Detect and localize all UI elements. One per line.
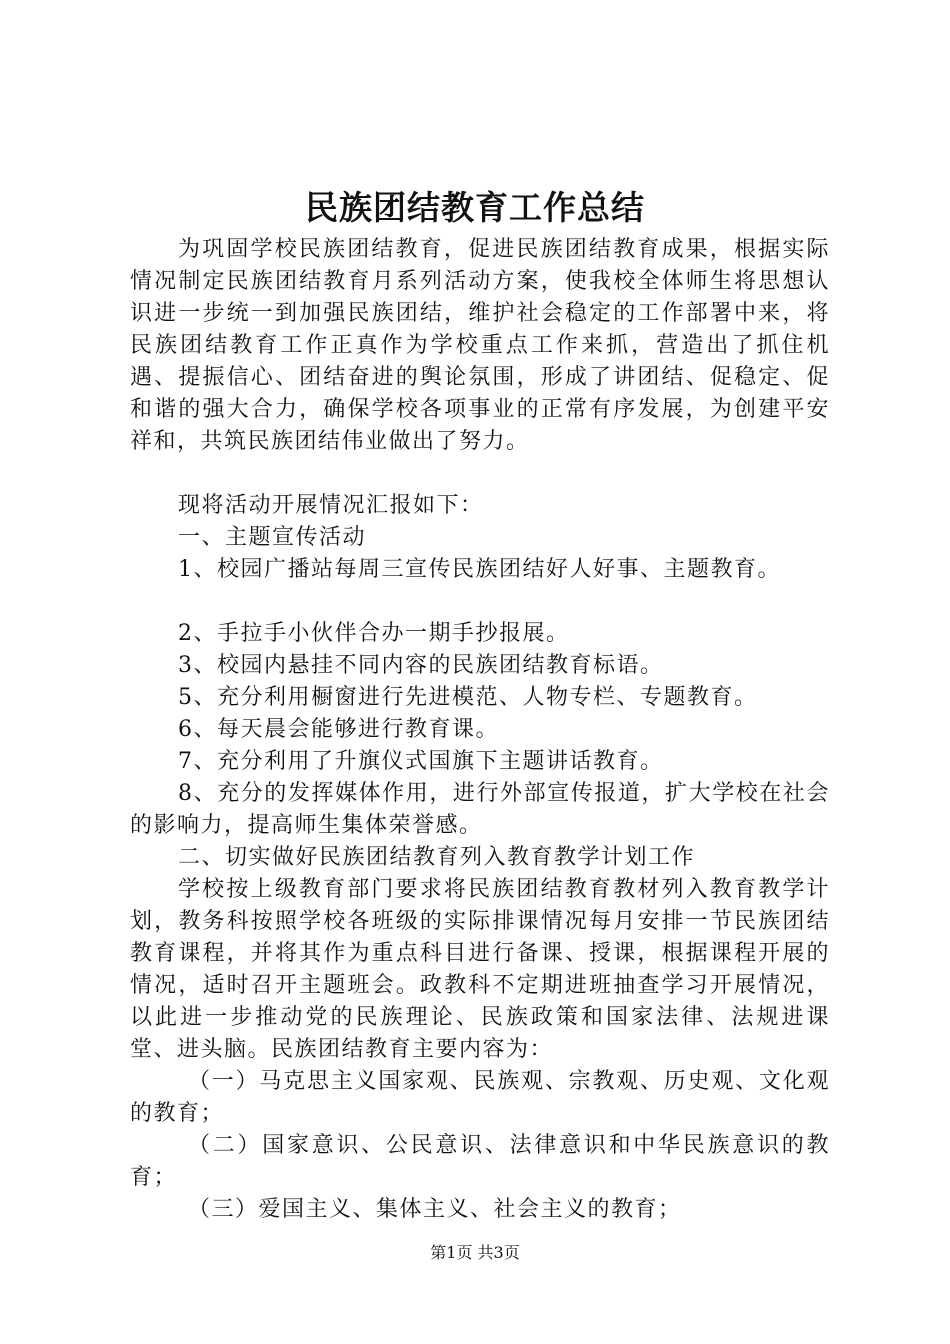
list-item: 8、充分的发挥媒体作用，进行外部宣传报道，扩大学校在社会的影响力，提高师生集体荣誉感。 — [130, 781, 830, 838]
report-intro-line: 现将活动开展情况汇报如下： — [178, 493, 484, 518]
section-heading-1: 一、主题宣传活动 — [178, 525, 367, 550]
intro-paragraph: 为巩固学校民族团结教育，促进民族团结教育成果，根据实际情况制定民族团结教育月系列活动方案，使我校全体师生将思想认识进一步统一到加强民族团结，维护社会稳定的工作部署中来，将民族团结教育工作正真作为学校重点工作来抓，营造出了抓住机遇、提振信心、团结奋进的舆论氛围，形成了讲团结、促稳定、促和谐的强大合力，确保学校各项事业的正常有序发展，为创建平安祥和，共筑民族团结伟业做出了努力。 — [130, 237, 830, 454]
document-body — [130, 234, 830, 1226]
paragraph-spacer — [130, 586, 830, 618]
content-item: （一）马克思主义国家观、民族观、宗教观、历史观、文化观的教育； — [130, 1069, 830, 1126]
content-item: （二）国家意识、公民意识、法律意识和中华民族意识的教育； — [130, 1133, 830, 1190]
content-item: （三）爱国主义、集体主义、社会主义的教育； — [188, 1197, 682, 1222]
body-paragraph: 学校按上级教育部门要求将民族团结教育教材列入教育教学计划，教务科按照学校各班级的实际排课情况每月安排一节民族团结教育课程，并将其作为重点科目进行备课、授课，根据课程开展的情况，适时召开主题班会。政教科不定期进班抽查学习开展情况，以此进一步推动党的民族理论、民族政策和国家法律、法规进课堂、进头脑。民族团结教育主要内容为： — [130, 877, 830, 1062]
list-item: 3、校园内悬挂不同内容的民族团结教育标语。 — [178, 653, 664, 678]
list-item: 1、校园广播站每周三宣传民族团结好人好事、主题教育。 — [178, 557, 781, 582]
section-heading-2: 二、切实做好民族团结教育列入教育教学计划工作 — [178, 845, 696, 870]
list-item: 2、手拉手小伙伴合办一期手抄报展。 — [178, 621, 570, 646]
page-footer: 第1页 共3页 — [430, 1243, 520, 1262]
list-item: 5、充分利用橱窗进行先进模范、人物专栏、专题教育。 — [178, 685, 758, 710]
paragraph-spacer — [130, 458, 830, 490]
document-title: 民族团结教育工作总结 — [305, 188, 645, 227]
list-item: 7、充分利用了升旗仪式国旗下主题讲话教育。 — [178, 749, 664, 774]
list-item: 6、每天晨会能够进行教育课。 — [178, 717, 499, 742]
